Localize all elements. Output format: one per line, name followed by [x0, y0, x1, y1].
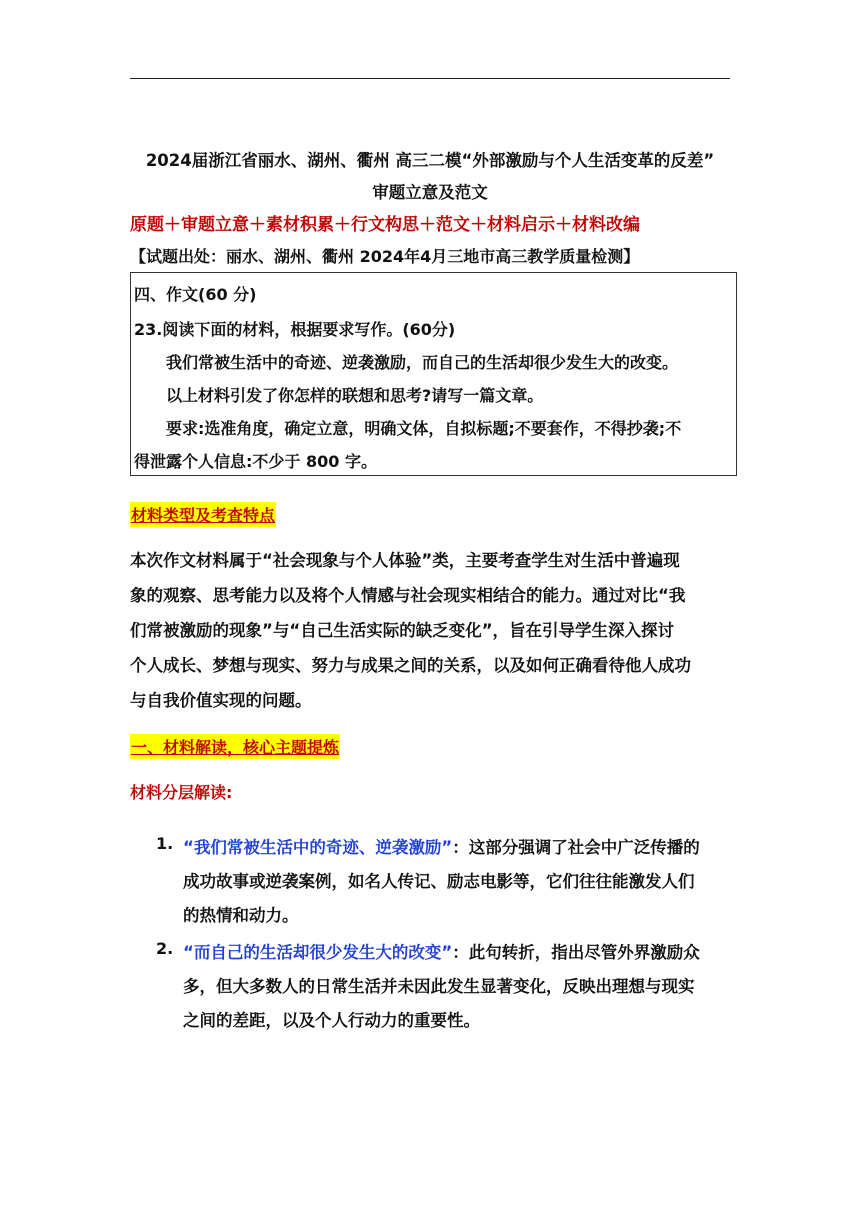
question-requirement-line1: 要求:选准角度，确定立意，明确文体，自拟标题;不要套作，不得抄袭;不 [166, 419, 682, 438]
document-title-line2: 审题立意及范文 [372, 183, 488, 202]
section-heading-material-type: 材料类型及考查特点 [130, 502, 276, 527]
question-material: 我们常被生活中的奇迹、逆袭激励，而自己的生活却很少发生大的改变。 [166, 353, 679, 372]
section-heading-interpretation: 一、材料解读，核心主题提炼 [130, 734, 340, 759]
list-item-number: 1. [156, 834, 174, 853]
subheading-layered-reading: 材料分层解读: [130, 783, 233, 802]
list-item-number: 2. [156, 939, 174, 958]
list-item-line1 [183, 834, 700, 858]
list-item-line1 [183, 939, 700, 963]
question-prompt: 以上材料引发了你怎样的联想和思考?请写一篇文章。 [166, 386, 544, 405]
paragraph-line: 象的观察、思考能力以及将个人情感与社会现实相结合的能力。通过对比“我 [130, 586, 686, 605]
list-item-line3: 之间的差距，以及个人行动力的重要性。 [183, 1011, 480, 1030]
paragraph-line: 们常被激励的现象”与“自己生活实际的缺乏变化”，旨在引导学生深入探讨 [130, 621, 675, 640]
question-requirement-line2: 得泄露个人信息:不少于 800 字。 [134, 452, 377, 471]
outline-line: 原题＋审题立意＋素材积累＋行文构思＋范文＋材料启示＋材料改编 [130, 215, 640, 235]
question-section: 四、作文(60 分) [134, 285, 257, 304]
document-title-line1: 2024届浙江省丽水、湖州、衢州 高三二模“外部激励与个人生活变革的反差” [145, 151, 715, 170]
list-item-line2: 多，但大多数人的日常生活并未因此发生显著变化，反映出理想与现实 [183, 977, 695, 996]
paragraph-line: 本次作文材料属于“社会现象与个人体验”类，主要考查学生对生活中普遍现 [130, 551, 680, 570]
list-item-quote: “我们常被生活中的奇迹、逆袭激励” [183, 838, 453, 857]
paragraph-line: 与自我价值实现的问题。 [130, 691, 312, 710]
list-item-text: ：这部分强调了社会中广泛传播的 [452, 838, 700, 857]
list-item-line3: 的热情和动力。 [183, 906, 299, 925]
question-box [130, 272, 737, 476]
header-rule [130, 78, 730, 79]
list-item-line2: 成功故事或逆袭案例，如名人传记、励志电影等，它们往往能激发人们 [183, 872, 695, 891]
list-item-quote: “而自己的生活却很少发生大的改变” [183, 943, 453, 962]
source-line: 【试题出处：丽水、湖州、衢州 2024年4月三地市高三教学质量检测】 [130, 247, 640, 266]
question-text: 23.阅读下面的材料，根据要求写作。(60分) [134, 320, 456, 339]
list-item-text: ：此句转折，指出尽管外界激励众 [452, 943, 700, 962]
paragraph-line: 个人成长、梦想与现实、努力与成果之间的关系，以及如何正确看待他人成功 [130, 656, 691, 675]
